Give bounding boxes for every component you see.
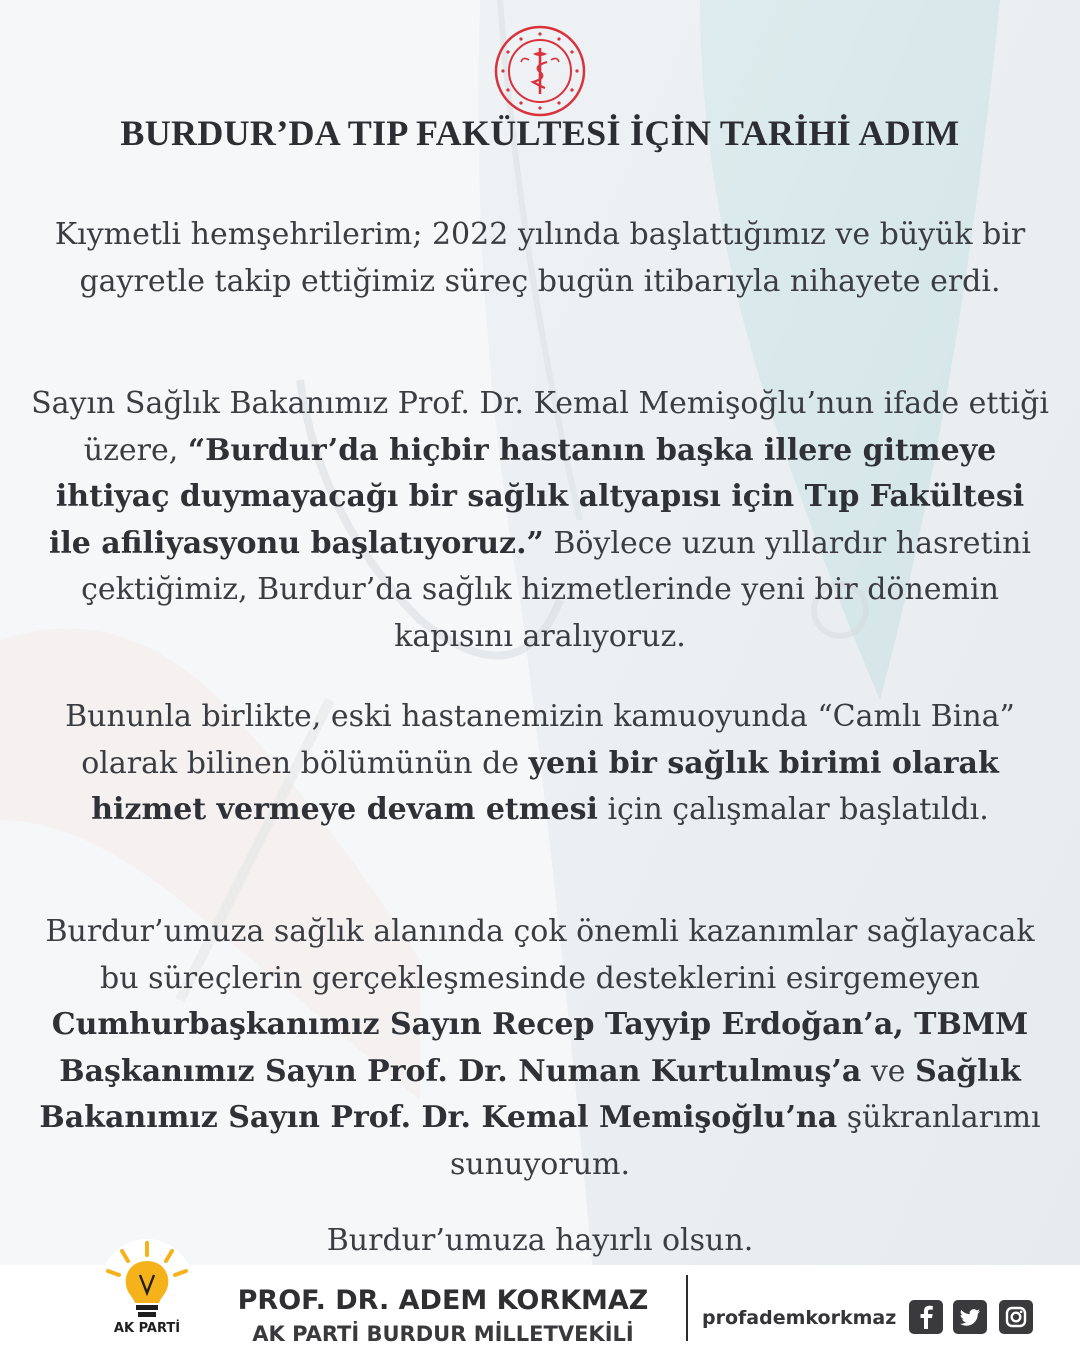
camli-bina-bold: yeni bir sağlık birimi olarak hizmet vermeye devam etmesi — [91, 745, 999, 827]
ak-parti-lightbulb-logo-icon — [92, 1235, 202, 1323]
page-title: BURDUR’DA TIP FAKÜLTESİ İÇİN TARİHİ ADIM — [120, 113, 960, 153]
paragraph-camli-tail: için çalışmalar başlatıldı. — [607, 792, 989, 827]
social-handle: profademkorkmaz — [702, 1307, 897, 1329]
thanks-president-bold: Cumhurbaşkanımız Sayın Recep Tayyip Erdoğan’a, TBMM Başkanımız Sayın Prof. Dr. Numan Kurtulmuş’a — [51, 1007, 1029, 1089]
paragraph-minister-tail: Böylece uzun yıllardır hasretini çektiğimiz, Burdur’da sağlık hizmetlerinde yeni bir dönemin kapısını aralıyoruz. — [81, 525, 1032, 654]
paragraph-minister-quote — [30, 381, 1050, 660]
paragraph-thanks-lead: Burdur’umuza sağlık alanında çok önemli kazanımlar sağlayacak bu süreçlerin gerçekleşmesinde desteklerini esirgemeyen — [45, 914, 1035, 996]
paragraph-closing-text: Burdur’umuza hayırlı olsun. — [326, 1223, 754, 1258]
ministry-of-health-emblem-icon — [493, 24, 587, 118]
thanks-minister-bold: Sağlık Bakanımız Sayın Prof. Dr. Kemal Memişoğlu’na — [39, 1053, 1021, 1135]
footer-bar — [0, 1265, 1080, 1350]
footer-divider — [686, 1275, 688, 1341]
minister-quote-bold: “Burdur’da hiçbir hastanın başka illere gitmeye ihtiyaç duymayacağı bir sağlık altyapısı için Tıp Fakültesi ile afiliyasyonu başlatıyoruz.” — [48, 432, 1025, 561]
paragraph-intro — [30, 212, 1050, 305]
party-logo — [92, 1235, 202, 1347]
mp-role: AK PARTİ BURDUR MİLLETVEKİLİ — [252, 1322, 634, 1346]
paragraph-intro-text: Kıymetli hemşehrilerim; 2022 yılında başlattığımız ve büyük bir gayretle takip ettiğimiz süreç bugün itibarıyla nihayete erdi. — [54, 217, 1026, 299]
paragraph-thanks — [30, 909, 1050, 1188]
instagram-icon[interactable] — [999, 1300, 1033, 1334]
twitter-icon[interactable] — [953, 1300, 987, 1334]
party-label: AK PARTİ — [113, 1321, 181, 1336]
paragraph-camli-lead: Bununla birlikte, eski hastanemizin kamuoyunda “Camlı Bina” olarak bilinen bölümünün de — [65, 699, 1015, 781]
facebook-icon[interactable] — [909, 1300, 943, 1334]
paragraph-camli-bina — [30, 694, 1050, 834]
paragraph-thanks-and: ve — [870, 1053, 906, 1089]
paragraph-minister-lead: Sayın Sağlık Bakanımız Prof. Dr. Kemal Memişoğlu’nun ifade ettiği üzere, — [31, 386, 1049, 468]
mp-name: PROF. DR. ADEM KORKMAZ — [237, 1285, 649, 1316]
paragraph-thanks-tail: şükranlarımı sunuyorum. — [449, 1100, 1041, 1182]
